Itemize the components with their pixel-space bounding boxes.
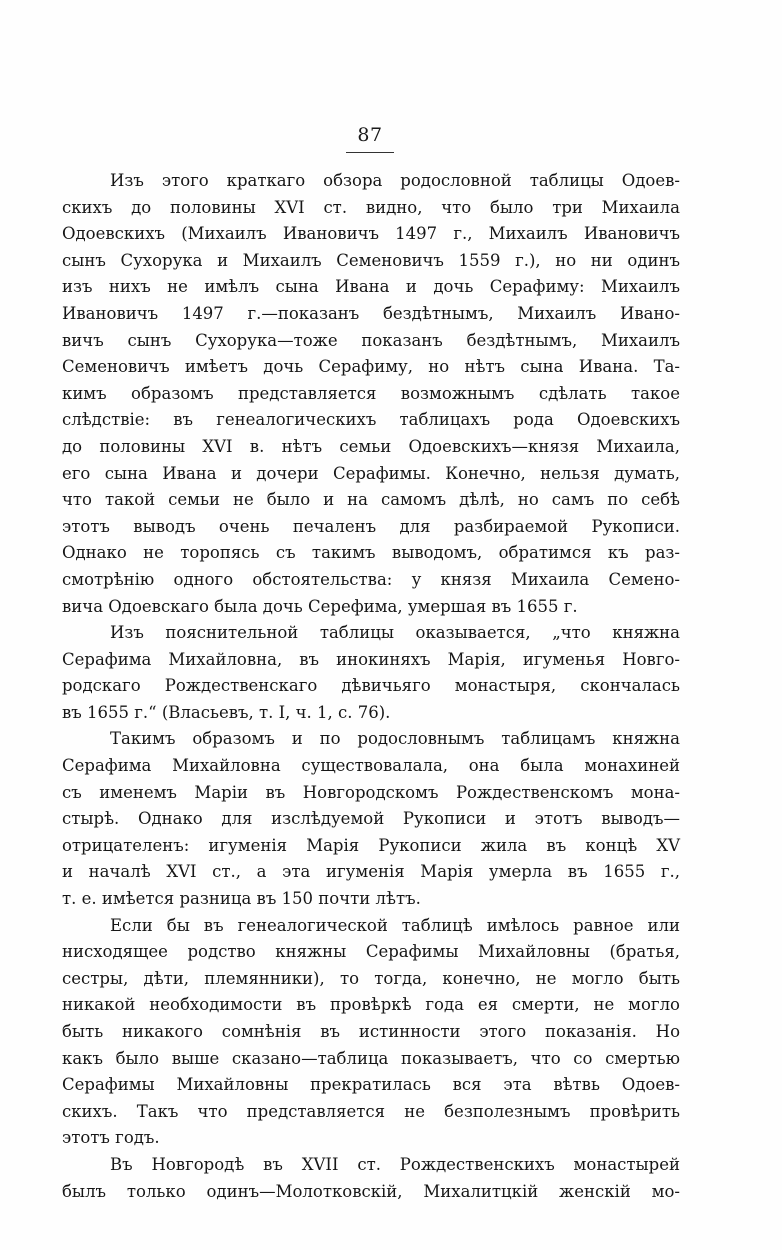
- text-line: вичъ сынъ Сухорука—тоже показанъ бездѣтнымъ, Михаилъ: [62, 330, 680, 350]
- text-line: Если бы въ генеалогической таблицѣ имѣлось равное или: [110, 915, 680, 935]
- text-line: слѣдствіе: въ генеалогическихъ таблицахъ рода Одоевскихъ: [62, 410, 680, 430]
- text-line: смотрѣнію одного обстоятельства: у князя Михаила Семено-: [62, 569, 680, 589]
- text-line: быть никакого сомнѣнія въ истинности этого показанія. Но: [62, 1022, 680, 1041]
- text-line: Изъ пояснительной таблицы оказывается, „что княжна: [110, 623, 680, 643]
- text-line: Въ Новгородѣ въ XVII ст. Рождественскихъ монастырей: [110, 1154, 680, 1174]
- text-line: этотъ выводъ очень печаленъ для разбираемой Рукописи.: [62, 516, 680, 536]
- text-line: былъ только одинъ—Молотковскій, Михалитцкій женскій мо-: [62, 1181, 680, 1201]
- text-line: Однако не торопясь съ такимъ выводомъ, обратимся къ раз-: [62, 543, 680, 563]
- text-line: Такимъ образомъ и по родословнымъ таблицамъ княжна: [110, 729, 680, 749]
- text-line: стырѣ. Однако для изслѣдуемой Рукописи и этотъ выводъ—: [62, 809, 680, 829]
- text-line: Серафима Михайловна, въ инокиняхъ Марія, игуменья Новго-: [62, 649, 680, 669]
- text-line: вича Одоевскаго была дочь Серефима, умершая въ 1655 г.: [62, 596, 578, 616]
- text-line: его сына Ивана и дочери Серафимы. Конечно, нельзя думать,: [62, 463, 680, 483]
- text-line: въ 1655 г.“ (Власьевъ, т. I, ч. 1, с. 76).: [62, 702, 391, 722]
- text-line: сынъ Сухорука и Михаилъ Семеновичъ 1559 г.), но ни одинъ: [62, 250, 680, 270]
- page-number: 87: [357, 124, 383, 146]
- text-line: что такой семьи не было и на самомъ дѣлѣ, но самъ по себѣ: [62, 490, 680, 510]
- body-text: [62, 168, 680, 1205]
- text-line: Серафима Михайловна существовалала, она была монахиней: [62, 756, 680, 776]
- text-line: т. е. имѣется разница въ 150 почти лѣтъ.: [62, 889, 421, 909]
- text-line: изъ нихъ не имѣлъ сына Ивана и дочь Серафиму: Михаилъ: [62, 277, 680, 297]
- text-line: съ именемъ Маріи въ Новгородскомъ Рождественскомъ мона-: [62, 782, 680, 802]
- page-number-rule: [346, 152, 394, 153]
- text-line: до половины XVI в. нѣтъ семьи Одоевскихъ—князя Михаила,: [62, 436, 680, 456]
- text-line: отрицателенъ: игуменія Марія Рукописи жила въ концѣ XV: [62, 835, 680, 855]
- text-line: кимъ образомъ представляется возможнымъ сдѣлать такое: [62, 383, 680, 403]
- text-line: Ивановичъ 1497 г.—показанъ бездѣтнымъ, Михаилъ Ивано-: [62, 303, 680, 323]
- text-line: скихъ до половины XVI ст. видно, что было три Михаила: [62, 197, 680, 217]
- text-line: этотъ годъ.: [62, 1128, 160, 1148]
- text-line: скихъ. Такъ что представляется не безполезнымъ провѣрить: [62, 1101, 680, 1121]
- text-line: какъ было выше сказано—таблица показываетъ, что со смертью: [62, 1048, 680, 1068]
- text-line: и началѣ XVI ст., а эта игуменія Марія умерла въ 1655 г.,: [62, 862, 680, 882]
- text-line: сестры, дѣти, племянники), то тогда, конечно, не могло быть: [62, 968, 680, 988]
- text-line: нисходящее родство княжны Серафимы Михайловны (братья,: [62, 942, 680, 962]
- text-line: Одоевскихъ (Михаилъ Ивановичъ 1497 г., Михаилъ Ивановичъ: [62, 224, 680, 244]
- text-line: никакой необходимости въ провѣркѣ года ея смерти, не могло: [62, 995, 680, 1015]
- text-line: Семеновичъ имѣетъ дочь Серафиму, но нѣтъ сына Ивана. Та-: [62, 357, 680, 377]
- text-line: Серафимы Михайловны прекратилась вся эта вѣтвь Одоев-: [62, 1075, 680, 1095]
- text-line: Изъ этого краткаго обзора родословной таблицы Одоев-: [110, 171, 680, 190]
- text-line: родскаго Рождественскаго дѣвичьяго монастыря, скончалась: [62, 676, 680, 696]
